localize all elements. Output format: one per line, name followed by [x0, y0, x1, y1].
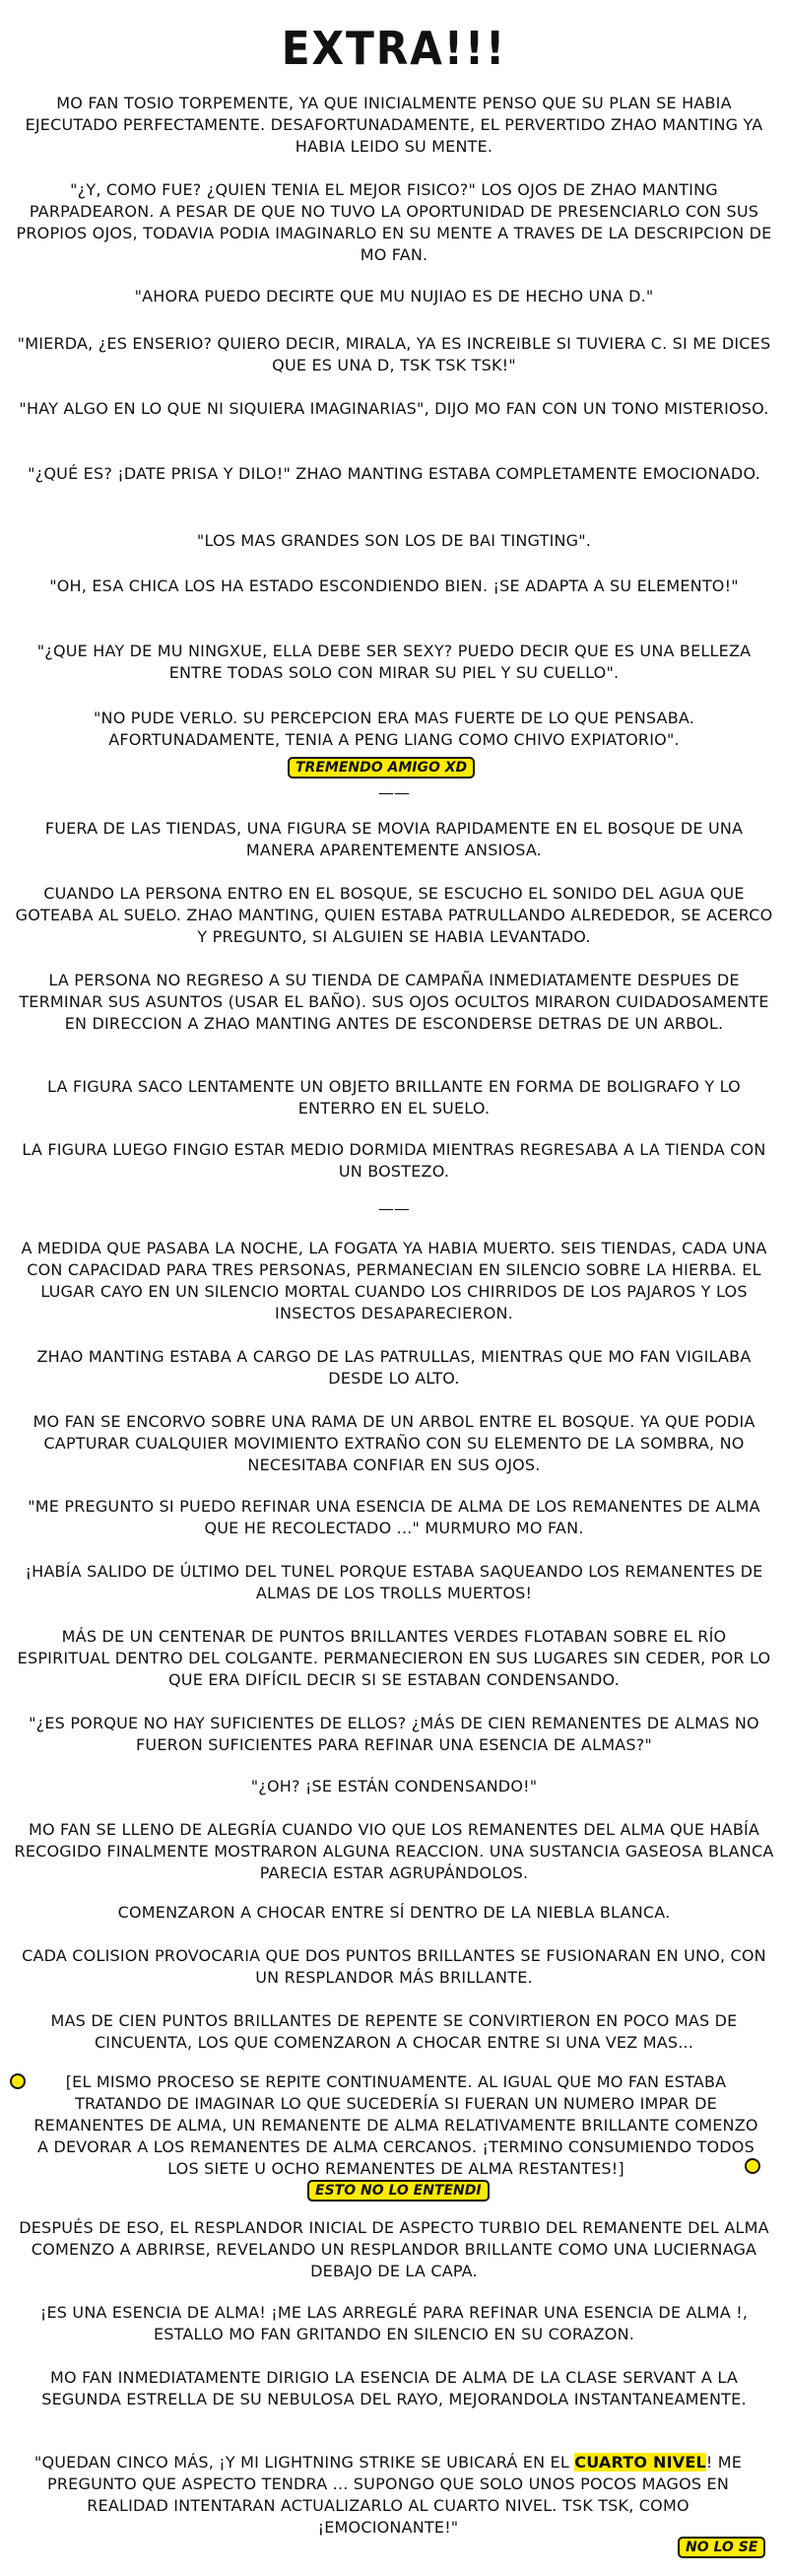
paragraph-25: COMENZARON A CHOCAR ENTRE SÍ DENTRO DE LA NIEBLA BLANCA. — [117, 1903, 671, 1922]
paragraph-31: MO FAN INMEDIATAMENTE DIRIGIO LA ESENCIA DE ALMA DE LA CLASE SERVANT A LA SEGUNDA ESTRELLA DE SU NEBULOSA DEL RAYO, MEJORANDOLA INSTANTANEAMENTE. — [41, 2368, 747, 2408]
page-title: EXTRA!!! — [281, 22, 507, 75]
highlight-dot-icon — [745, 2158, 760, 2174]
paragraph-6: "¿QUÉ ES? ¡DATE PRISA Y DILO!" ZHAO MANTING ESTABA COMPLETAMENTE EMOCIONADO. — [28, 464, 760, 483]
paragraph-29: DESPUÉS DE ESO, EL RESPLANDOR INICIAL DE ASPECTO TURBIO DEL REMANENTE DEL ALMA COMENZO A ABRIRSE, REVELANDO UN RESPLANDOR BRILLANTE COMO UNA LUCIERNAGA DEBAJO DE LA CAPA. — [19, 2218, 769, 2280]
paragraph-24: MO FAN SE LLENO DE ALEGRÍA CUANDO VIO QUE LOS REMANENTES DEL ALMA QUE HABÍA RECOGIDO FINALMENTE MOSTRARON ALGUNA REACCION. UNA SUSTANCIA GASEOSA BLANCA PARECIA ESTAR AGRUPÁNDOLOS. — [14, 1820, 774, 1882]
paragraph-22: "¿ES PORQUE NO HAY SUFICIENTES DE ELLOS? ¿MÁS DE CIEN REMANENTES DE ALMAS NO FUERON SUFICIENTES PARA REFINAR UNA ESENCIA DE ALMAS?" — [29, 1714, 759, 1754]
paragraph-15: LA FIGURA LUEGO FINGIO ESTAR MEDIO DORMIDA MIENTRAS REGRESABA A LA TIENDA CON UN BOSTEZO. — [22, 1140, 766, 1181]
paragraph-8: "OH, ESA CHICA LOS HA ESTADO ESCONDIENDO BIEN. ¡SE ADAPTA A SU ELEMENTO!" — [49, 576, 739, 595]
paragraph-19: "ME PREGUNTO SI PUEDO REFINAR UNA ESENCIA DE ALMA DE LOS REMANENTES DE ALMA QUE HE RECOLECTADO ..." MURMURO MO FAN. — [28, 1497, 760, 1537]
paragraph-2: "¿Y, COMO FUE? ¿QUIEN TENIA EL MEJOR FISICO?" LOS OJOS DE ZHAO MANTING PARPADEARON. A PESAR DE QUE NO TUVO LA OPORTUNIDAD DE PRESENCIARLO CON SUS PROPIOS OJOS, TODAVIA PODIA IMAGINARLO EN SU MENTE A TRAVES DE LA DESCRIPCION DE MO FAN. — [16, 180, 772, 264]
paragraph-18: MO FAN SE ENCORVO SOBRE UNA RAMA DE UN ARBOL ENTRE EL BOSQUE. YA QUE PODIA CAPTURAR CUALQUIER MOVIMIENTO EXTRAÑO CON SU ELEMENTO DE LA SOMBRA, NO NECESITABA CONFIAR EN SUS OJOS. — [33, 1412, 755, 1474]
paragraph-26: CADA COLISION PROVOCARIA QUE DOS PUNTOS BRILLANTES SE FUSIONARAN EN UNO, CON UN RESPLANDOR MÁS BRILLANTE. — [22, 1946, 766, 1987]
paragraph-7: "LOS MAS GRANDES SON LOS DE BAI TINGTING". — [196, 531, 592, 550]
paragraph-32-end: ! ME PREGUNTO QUE ASPECTO TENDRA ... SUPONGO QUE SOLO UNOS POCOS MAGOS EN REALIDAD INTENTARAN ACTUALIZARLO AL CUARTO NIVEL. TSK TSK, COMO ¡EMOCIONANTE!" — [47, 2453, 743, 2537]
paragraph-27: MAS DE CIEN PUNTOS BRILLANTES DE REPENTE SE CONVIRTIERON EN POCO MAS DE CINCUENTA, LOS QUE COMENZARON A CHOCAR ENTRE SI UNA VEZ MAS... — [50, 2011, 738, 2052]
translator-note-3: NO LO SE — [678, 2537, 765, 2558]
paragraph-17: ZHAO MANTING ESTABA A CARGO DE LAS PATRULLAS, MIENTRAS QUE MO FAN VIGILABA DESDE LO ALTO. — [36, 1347, 752, 1388]
paragraph-20: ¡HABÍA SALIDO DE ÚLTIMO DEL TUNEL PORQUE ESTABA SAQUEANDO LOS REMANENTES DE ALMAS DE LOS TROLLS MUERTOS! — [25, 1562, 763, 1602]
paragraph-4: "MIERDA, ¿ES ENSERIO? QUIERO DECIR, MIRALA, YA ES INCREIBLE SI TUVIERA C. SI ME DICES QUE ES UNA D, TSK TSK TSK!" — [17, 334, 771, 374]
paragraph-30: ¡ES UNA ESENCIA DE ALMA! ¡ME LAS ARREGLÉ PARA REFINAR UNA ESENCIA DE ALMA !, ESTALLO MO FAN GRITANDO EN SILENCIO EN SU CORAZON. — [39, 2303, 749, 2343]
paragraph-3: "AHORA PUEDO DECIRTE QUE MU NUJIAO ES DE HECHO UNA D." — [134, 287, 654, 305]
translator-note-1: TREMENDO AMIGO XD — [288, 757, 475, 779]
paragraph-28: [EL MISMO PROCESO SE REPITE CONTINUAMENTE. AL IGUAL QUE MO FAN ESTABA TRATANDO DE IMAGINAR LO QUE SUCEDERÍA SI FUERAN UN NUMERO IMPAR DE REMANENTES DE ALMA, UN REMANENTE DE ALMA RELATIVAMENTE BRILLANTE COMENZO A DEVORAR A LOS REMANENTES DE ALMA CERCANOS. ¡TERMINO CONSUMIENDO TODOS LOS SIETE U OCHO REMANENTES DE ALMA RESTANTES!] — [33, 2072, 758, 2178]
paragraph-23: "¿OH? ¡SE ESTÁN CONDENSANDO!" — [250, 1777, 538, 1796]
paragraph-1: MO FAN TOSIO TORPEMENTE, YA QUE INICIALMENTE PENSO QUE SU PLAN SE HABIA EJECUTADO PERFECTAMENTE. DESAFORTUNADAMENTE, EL PERVERTIDO ZHAO MANTING YA HABIA LEIDO SU MENTE. — [25, 94, 763, 156]
highlight-dot-icon — [10, 2073, 26, 2089]
translator-note-2: ESTO NO LO ENTENDI — [307, 2180, 490, 2202]
paragraph-32-start: "QUEDAN CINCO MÁS, ¡Y MI LIGHTNING STRIKE SE UBICARÁ EN EL — [33, 2453, 575, 2472]
paragraph-9: "¿QUE HAY DE MU NINGXUE, ELLA DEBE SER SEXY? PUEDO DECIR QUE ES UNA BELLEZA ENTRE TODAS SOLO CON MIRAR SU PIEL Y SU CUELLO". — [36, 642, 752, 682]
paragraph-11: FUERA DE LAS TIENDAS, UNA FIGURA SE MOVIA RAPIDAMENTE EN EL BOSQUE DE UNA MANERA APARENTEMENTE ANSIOSA. — [44, 819, 744, 859]
section-separator-2: —— — [378, 1199, 410, 1218]
paragraph-5: "HAY ALGO EN LO QUE NI SIQUIERA IMAGINARIAS", DIJO MO FAN CON UN TONO MISTERIOSO. — [19, 399, 769, 418]
section-separator-1: —— — [378, 783, 410, 802]
highlighted-phrase: CUARTO NIVEL — [574, 2453, 706, 2472]
paragraph-14: LA FIGURA SACO LENTAMENTE UN OBJETO BRILLANTE EN FORMA DE BOLIGRAFO Y LO ENTERRO EN EL SUELO. — [47, 1077, 741, 1118]
paragraph-16: A MEDIDA QUE PASABA LA NOCHE, LA FOGATA YA HABIA MUERTO. SEIS TIENDAS, CADA UNA CON CAPACIDAD PARA TRES PERSONAS, PERMANECIAN EN SILENCIO SOBRE LA HIERBA. EL LUGAR CAYO EN UN SILENCIO MORTAL CUANDO LOS CHIRRIDOS DE LOS PAJAROS Y LOS INSECTOS DESAPARECIERON. — [21, 1239, 767, 1322]
paragraph-21: MÁS DE UN CENTENAR DE PUNTOS BRILLANTES VERDES FLOTABAN SOBRE EL RÍO ESPIRITUAL DENTRO DEL COLGANTE. PERMANECIERON EN SUS LUGARES SIN CEDER, POR LO QUE ERA DIFÍCIL DECIR SI SE ESTABAN CONDENSANDO. — [17, 1627, 771, 1689]
paragraph-13: LA PERSONA NO REGRESO A SU TIENDA DE CAMPAÑA INMEDIATAMENTE DESPUES DE TERMINAR SUS ASUNTOS (USAR EL BAÑO). SUS OJOS OCULTOS MIRARON CUIDADOSAMENTE EN DIRECCION A ZHAO MANTING ANTES DE ESCONDERSE DETRAS DE UN ARBOL. — [19, 971, 769, 1033]
paragraph-32 — [24, 2452, 753, 2539]
paragraph-10: "NO PUDE VERLO. SU PERCEPCION ERA MAS FUERTE DE LO QUE PENSABA. AFORTUNADAMENTE, TENIA A PENG LIANG COMO CHIVO EXPIATORIO". — [93, 709, 695, 749]
paragraph-12: CUANDO LA PERSONA ENTRO EN EL BOSQUE, SE ESCUCHO EL SONIDO DEL AGUA QUE GOTEABA AL SUELO. ZHAO MANTING, QUIEN ESTABA PATRULLANDO ALREDEDOR, SE ACERCO Y PREGUNTO, SI ALGUIEN SE HABIA LEVANTADO. — [15, 884, 773, 946]
